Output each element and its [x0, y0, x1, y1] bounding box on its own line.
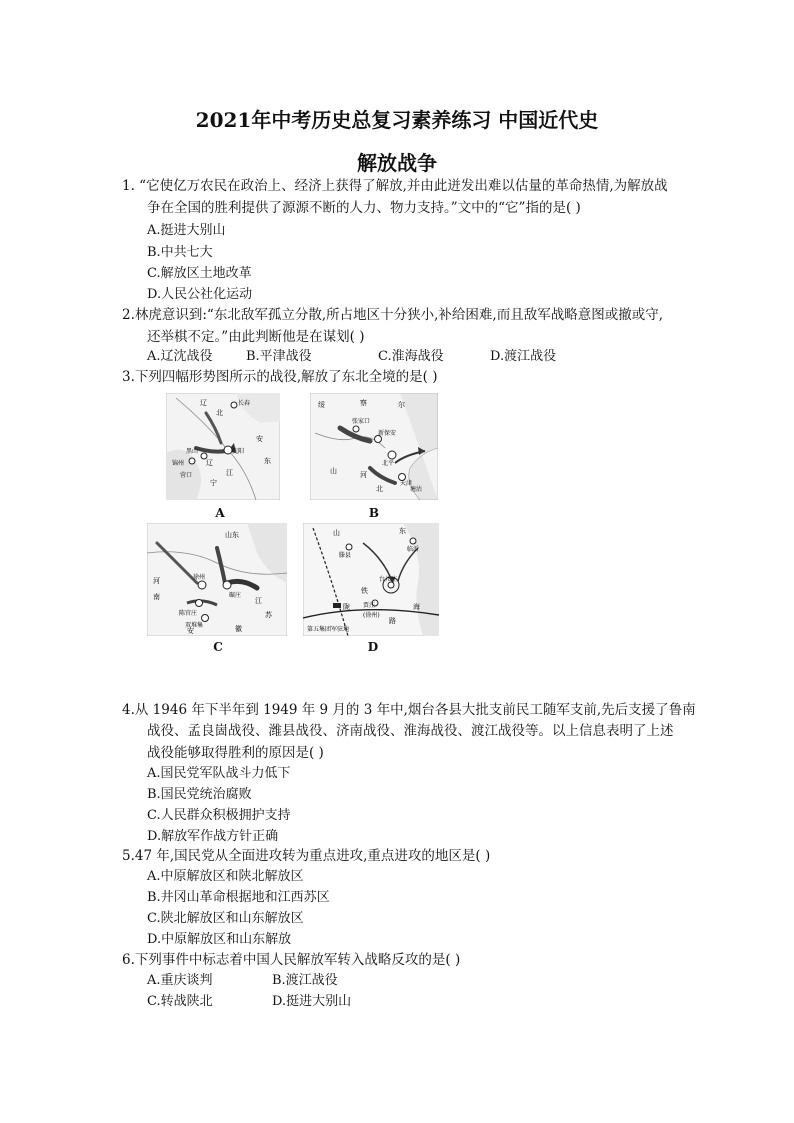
map-d-label-1: 山 [333, 529, 340, 537]
map-c-caption: C [213, 640, 223, 654]
question-4-line-2: 战役、孟良崮战役、潍县战役、济南战役、淮海战役、渡江战役等。以上信息表明了上述 [147, 723, 674, 739]
map-c-label-2: 河 [153, 577, 160, 585]
map-b-label-10: 天津 [400, 480, 413, 487]
map-a-label-9: 辽 [206, 459, 213, 467]
map-c-label-1: 山东 [225, 531, 239, 539]
question-6-option-a[interactable]: A.重庆谈判 [147, 973, 213, 988]
question-2-option-b[interactable]: B.平津战役 [246, 349, 312, 364]
map-a-label-10: 宁 [210, 479, 217, 487]
question-6-option-b[interactable]: B.渡江战役 [272, 973, 338, 988]
map-b-label-6: 北平 [382, 460, 395, 467]
question-1-option-c[interactable]: C.解放区土地改革 [147, 266, 252, 281]
question-5-line-1: 5.47 年,国民党从全面进攻转为重点进攻,重点进攻的地区是( ) [122, 848, 491, 864]
question-6-option-c[interactable]: C.转战陕北 [147, 994, 213, 1009]
map-d-label-6: 陇 [343, 603, 350, 611]
map-b-caption: B [368, 506, 380, 520]
map-a-label-12: 东 [264, 457, 271, 465]
question-2-option-a[interactable]: A.辽沈战役 [147, 349, 213, 364]
page-subtitle: 解放战争 [357, 151, 437, 175]
map-b-label-9: 北 [376, 485, 383, 493]
question-6-option-d[interactable]: D.挺进大别山 [272, 994, 352, 1009]
question-5-option-c[interactable]: C.陕北解放区和山东解放区 [147, 911, 304, 926]
question-4-line-1: 4.从 1946 年下半年到 1949 年 9 月的 3 年中,烟台各县大批支前民工随军支前,先后支援了鲁南 [122, 702, 696, 718]
question-4-option-b[interactable]: B.国民党统治腐败 [147, 787, 252, 802]
map-b-label-7: 山 [330, 467, 337, 475]
question-4-option-a[interactable]: A.国民党军队战斗力低下 [147, 766, 291, 781]
question-4-option-d[interactable]: D.解放军作战方针正确 [147, 829, 279, 844]
map-d-label-8: 铁 [361, 587, 368, 595]
map-c-label-9: 苏 [265, 611, 272, 619]
map-c-label-10: 安 [187, 627, 194, 635]
map-a-label-3: 长春 [238, 400, 251, 407]
question-1-option-a[interactable]: A.挺进大别山 [147, 223, 226, 238]
map-d-label-10: 贾汪 [363, 602, 376, 609]
question-2-line-2: 还举棋不定。”由此判断他是在谋划( ) [147, 329, 365, 345]
map-c-label-4: 徐州 [193, 574, 206, 581]
question-3-line-1: 3.下列四幅形势图所示的战役,解放了东北全境的是( ) [122, 369, 438, 385]
question-4-line-3: 战役能够取得胜利的原因是( ) [147, 745, 324, 761]
map-d-label-3: 滕县 [339, 552, 352, 559]
question-1-line-1: 1. “它使亿万农民在政治上、经济上获得了解放,并由此迸发出难以估量的革命热情,为解放战 [122, 178, 668, 194]
page-title: 2021年中考历史总复习素养练习 中国近代史 [195, 108, 599, 132]
map-b[interactable] [310, 393, 438, 500]
map-b-label-5: 新保安 [378, 430, 397, 437]
map-a-label-7: 锦州 [172, 460, 185, 467]
map-a-label-5: 沈阳 [232, 448, 245, 455]
question-2-option-c[interactable]: C.淮海战役 [378, 349, 444, 364]
question-5-option-b[interactable]: B.井冈山革命根据地和江西苏区 [147, 890, 330, 905]
map-a-label-8: 营口 [180, 472, 193, 479]
map-c-label-5: 碾庄 [229, 592, 242, 599]
map-d-caption: D [367, 640, 379, 654]
map-c-label-8: 江 [255, 597, 262, 605]
map-b-label-1: 绥 [318, 401, 325, 409]
map-d[interactable] [303, 523, 439, 636]
question-4-option-c[interactable]: C.人民群众积极拥护支持 [147, 808, 291, 823]
map-a-caption: A [215, 506, 225, 520]
map-d-label-7: 海 [413, 603, 420, 611]
map-c-label-6: 陈官庄 [179, 610, 198, 617]
map-a-label-4: 安 [256, 435, 263, 443]
map-d-label-12: 第五集团军驻地 [307, 626, 350, 633]
map-b-label-8: 河 [360, 471, 367, 479]
map-c-label-7: 双堆集 [185, 622, 204, 629]
map-b-label-4: 张家口 [352, 418, 371, 425]
map-a-label-6: 黑山 [186, 448, 199, 455]
map-b-label-3: 尔 [398, 401, 405, 409]
question-6-line-1: 6.下列事件中标志着中国人民解放军转入战略反攻的是( ) [122, 952, 461, 968]
map-c[interactable] [147, 523, 287, 636]
map-a-label-1: 辽 [200, 399, 207, 407]
question-1-line-2: 争在全国的胜利提供了源源不断的人力、物力支持。”文中的“它”指的是( ) [147, 200, 581, 216]
question-1-option-b[interactable]: B.中共七大 [147, 245, 213, 260]
question-2-line-1: 2.林虎意识到:“东北敌军孤立分散,所占地区十分狭小,补给困难,而且敌军战略意图或撤或守, [122, 307, 663, 323]
map-d-label-9: 路 [389, 617, 396, 625]
map-d-label-4: 临沂 [407, 546, 420, 553]
map-b-label-11: 塘沽 [410, 486, 423, 493]
map-d-label-2: 东 [399, 527, 406, 535]
question-5-option-a[interactable]: A.中原解放区和陕北解放区 [147, 869, 304, 884]
map-a[interactable] [166, 393, 280, 500]
map-d-label-11: (徐州) [363, 612, 380, 619]
map-b-label-2: 察 [360, 399, 367, 407]
map-d-label-5: 台儿庄 [379, 576, 398, 583]
question-2-option-d[interactable]: D.渡江战役 [490, 349, 557, 364]
question-5-option-d[interactable]: D.中原解放区和山东解放 [147, 932, 292, 947]
question-1-option-d[interactable]: D.人民公社化运动 [147, 287, 253, 302]
map-c-label-11: 徽 [235, 625, 242, 633]
map-a-label-2: 北 [216, 409, 223, 417]
map-c-label-3: 南 [153, 593, 160, 601]
map-a-label-11: 江 [226, 469, 233, 477]
